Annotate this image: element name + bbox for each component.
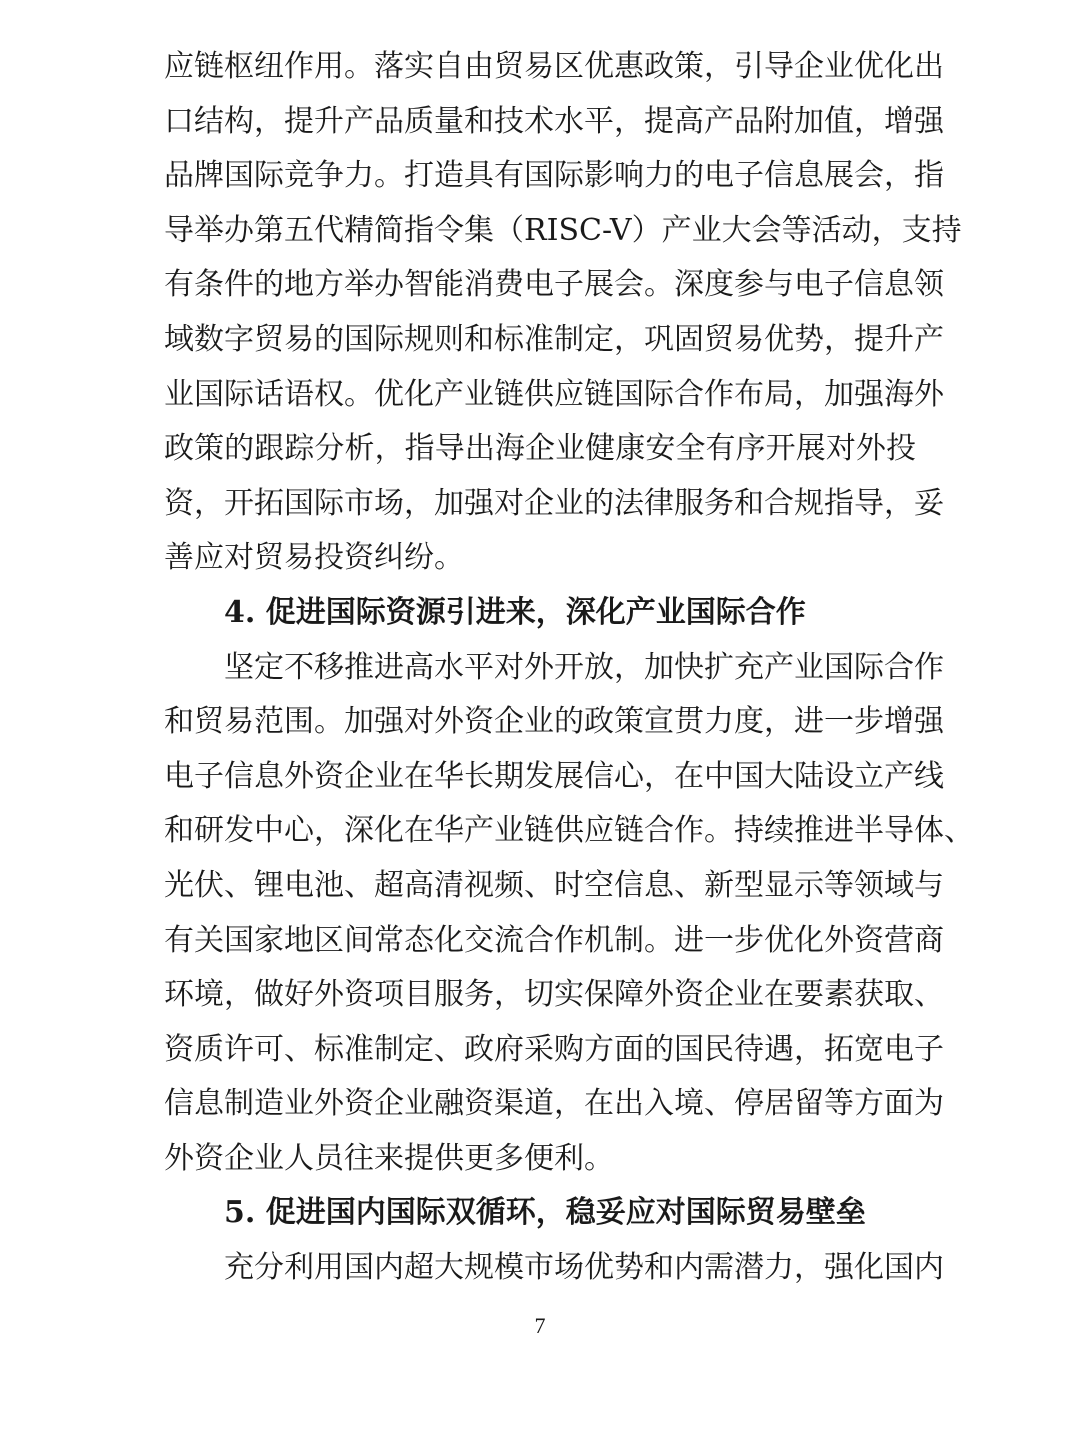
text-line: 和贸易范围。加强对外资企业的政策宣贯力度，进一步增强 bbox=[164, 704, 944, 740]
section-4-paragraph bbox=[164, 641, 974, 1187]
page-number: 7 bbox=[534, 1313, 546, 1338]
text-line: 光伏、锂电池、超高清视频、时空信息、新型显示等领域与 bbox=[164, 867, 944, 903]
text-line: 坚定不移推进高水平对外开放，加快扩充产业国际合作 bbox=[224, 649, 944, 685]
paragraph-continued bbox=[164, 40, 962, 586]
document-page bbox=[164, 40, 974, 1296]
text-line: 善应对贸易投资纠纷。 bbox=[164, 540, 464, 576]
text-line: 和研发中心，深化在华产业链供应链合作。持续推进半导体、 bbox=[164, 813, 974, 849]
text-line: 电子信息外资企业在华长期发展信心，在中国大陆设立产线 bbox=[164, 758, 944, 794]
text-line: 外资企业人员往来提供更多便利。 bbox=[164, 1140, 614, 1176]
text-line: 口结构，提升产品质量和技术水平，提高产品附加值，增强 bbox=[164, 103, 944, 139]
text-line: 信息制造业外资企业融资渠道，在出入境、停居留等方面为 bbox=[164, 1086, 944, 1122]
text-line: 导举办第五代精简指令集（RISC-V）产业大会等活动，支持 bbox=[164, 212, 962, 248]
text-line: 域数字贸易的国际规则和标准制定，巩固贸易优势，提升产 bbox=[164, 321, 944, 357]
text-line: 政策的跟踪分析，指导出海企业健康安全有序开展对外投 bbox=[164, 431, 916, 467]
section-5-heading: 5. 促进国内国际双循环，稳妥应对国际贸易壁垒 bbox=[224, 1195, 866, 1231]
text-line: 资，开拓国际市场，加强对企业的法律服务和合规指导，妥 bbox=[164, 485, 944, 521]
text-line: 资质许可、标准制定、政府采购方面的国民待遇，拓宽电子 bbox=[164, 1031, 944, 1067]
text-line: 品牌国际竞争力。打造具有国际影响力的电子信息展会，指 bbox=[164, 158, 944, 194]
text-line: 业国际话语权。优化产业链供应链国际合作布局，加强海外 bbox=[164, 376, 944, 412]
section-5-paragraph bbox=[164, 1241, 944, 1296]
text-line: 有条件的地方举办智能消费电子展会。深度参与电子信息领 bbox=[164, 267, 944, 303]
text-line: 有关国家地区间常态化交流合作机制。进一步优化外资营商 bbox=[164, 922, 944, 958]
text-line: 环境，做好外资项目服务，切实保障外资企业在要素获取、 bbox=[164, 977, 944, 1013]
text-line: 充分利用国内超大规模市场优势和内需潜力，强化国内 bbox=[224, 1250, 944, 1286]
text-line: 应链枢纽作用。落实自由贸易区优惠政策，引导企业优化出 bbox=[164, 49, 944, 84]
section-4-heading: 4. 促进国际资源引进来，深化产业国际合作 bbox=[224, 594, 806, 630]
